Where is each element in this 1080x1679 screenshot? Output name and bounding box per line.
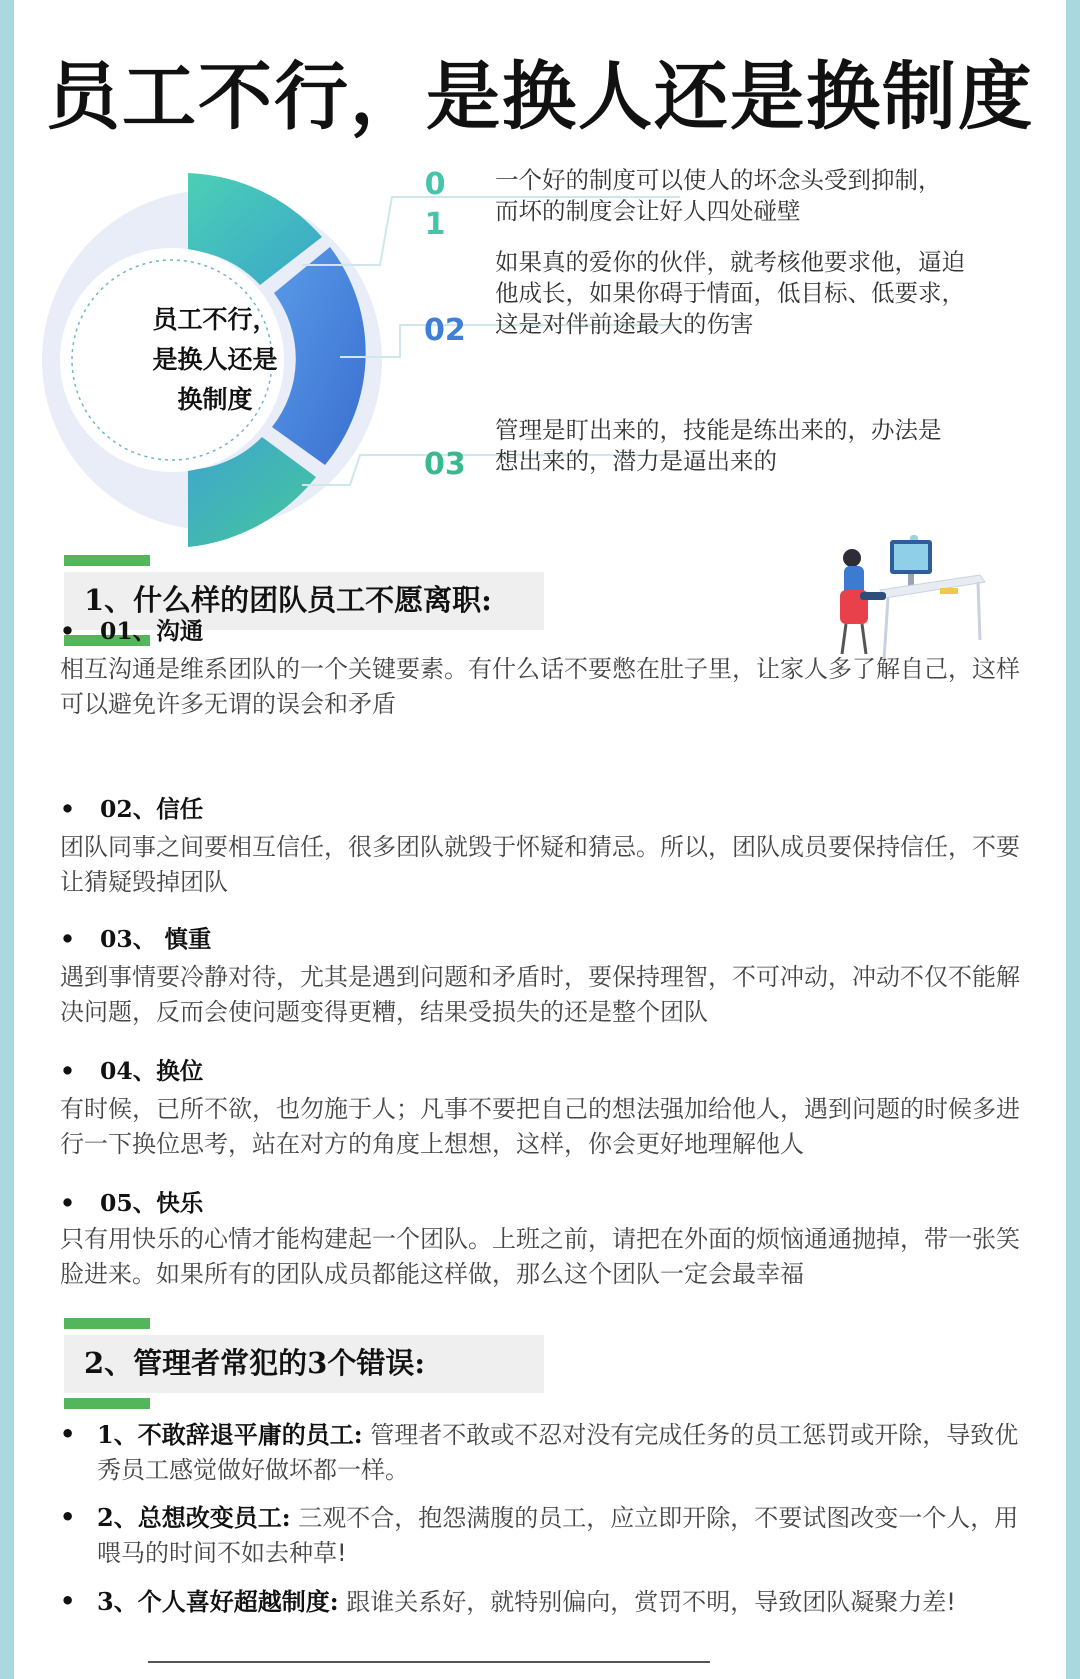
- text-line: 他成长，如果你碍于情面，低目标、低要求，: [495, 279, 965, 307]
- mistake-title: 1、不敢辞退平庸的员工:: [97, 1420, 363, 1449]
- mistake-item: [60, 1417, 1035, 1488]
- text-line: 这是对伴前途最大的伤害: [495, 310, 754, 338]
- mistake-item: [60, 1584, 1035, 1620]
- mistake-desc: 管理者不敢或不忍对没有完成任务的员工惩罚或开除，导致优秀员工感觉做好做坏都一样。: [97, 1421, 1019, 1484]
- mistake-desc: 跟谁关系好，就特别偏向，赏罚不明，导致团队凝聚力差!: [338, 1588, 956, 1616]
- header-accent-bar: [64, 555, 150, 566]
- item-heading-text: 03、 慎重: [100, 925, 212, 953]
- item-body: 只有用快乐的心情才能构建起一个团队。上班之前，请把在外面的烦恼通通抛掉，带一张笑脸进来。如果所有的团队成员都能这样做，那么这个团队一定会最幸福: [60, 1225, 1020, 1288]
- bullet: •: [60, 1587, 76, 1615]
- bullet: •: [60, 795, 76, 823]
- section-2-header: [60, 1318, 540, 1406]
- bullet: •: [60, 1420, 76, 1448]
- number-digit: 1: [424, 207, 446, 242]
- text-line: 如果真的爱你的伙伴，就考核他要求他，逼迫: [495, 248, 965, 276]
- mistake-text: [97, 1417, 1035, 1488]
- number-digit: 0: [424, 167, 446, 202]
- bullet: •: [60, 1057, 76, 1085]
- header-accent-bar: [64, 1318, 150, 1329]
- ring-text-line: 员工不行，: [152, 305, 278, 334]
- item-body: 相互沟通是维系团队的一个关键要素。有什么话不要憋在肚子里，让家人多了解自己，这样可以避免许多无谓的误会和矛盾: [60, 655, 1020, 718]
- point-text-1: [495, 165, 1055, 227]
- page-title: 员工不行，是换人还是换制度: [46, 54, 1034, 140]
- ring-text-line: 是换人还是: [152, 345, 278, 374]
- header-accent-bar: [64, 1398, 150, 1409]
- text-line: 管理是盯出来的，技能是练出来的，办法是: [495, 416, 942, 444]
- point-number-02: 02: [424, 313, 466, 348]
- mistake-text: [97, 1584, 1035, 1620]
- office-worker-illustration: [840, 520, 990, 670]
- item-heading: [60, 612, 203, 646]
- bullet: •: [60, 925, 76, 953]
- item-heading-text: 05、快乐: [100, 1189, 204, 1217]
- mistake-desc: 三观不合，抱怨满腹的员工，应立即开除，不要试图改变一个人，用喂马的时间不如去种草!: [97, 1504, 1019, 1567]
- text-line: 一个好的制度可以使人的坏念头受到抑制，: [495, 166, 942, 194]
- bullet: •: [60, 1503, 76, 1531]
- text-line: 而坏的制度会让好人四处碰壁: [495, 197, 801, 225]
- text-line: 想出来的，潜力是逼出来的: [495, 447, 777, 475]
- bullet: •: [60, 617, 76, 645]
- point-number-01: [420, 165, 450, 245]
- item-heading-text: 02、信任: [100, 795, 204, 823]
- underline-rule: [148, 1661, 710, 1663]
- bullet: •: [60, 1189, 76, 1217]
- mistake-title: 2、总想改变员工:: [97, 1503, 291, 1532]
- point-number-03: 03: [424, 447, 466, 482]
- item-body: 遇到事情要冷静对待，尤其是遇到问题和矛盾时，要保持理智，不可冲动，冲动不仅不能解决问题，反而会使问题变得更糟，结果受损失的还是整个团队: [60, 963, 1020, 1026]
- item-body: 团队同事之间要相互信任，很多团队就毁于怀疑和猜忌。所以，团队成员要保持信任，不要让猜疑毁掉团队: [60, 833, 1020, 896]
- item-heading-text: 04、换位: [100, 1057, 204, 1085]
- point-text-3: [495, 415, 1055, 477]
- hero-infographic: [40, 165, 1050, 555]
- item-heading: [60, 920, 211, 954]
- item-heading: [60, 1052, 203, 1086]
- item-heading: [60, 1184, 203, 1218]
- item-body: 有时候，已所不欲，也勿施于人；凡事不要把自己的想法强加给他人，遇到问题的时候多进行一下换位思考，站在对方的角度上想想，这样，你会更好地理解他人: [60, 1095, 1020, 1158]
- item-heading-text: 01、沟通: [100, 617, 204, 645]
- mistake-item: [60, 1500, 1035, 1571]
- mistake-text: [97, 1500, 1035, 1571]
- section-2-title: 2、管理者常犯的3个错误:: [84, 1346, 426, 1380]
- ring-center-text: [120, 300, 310, 420]
- section-1-title: 1、什么样的团队员工不愿离职:: [84, 583, 492, 617]
- mistake-title: 3、个人喜好超越制度:: [97, 1587, 339, 1616]
- item-heading: [60, 790, 203, 824]
- ring-text-line: 换制度: [177, 385, 253, 414]
- point-text-2: [495, 247, 1055, 340]
